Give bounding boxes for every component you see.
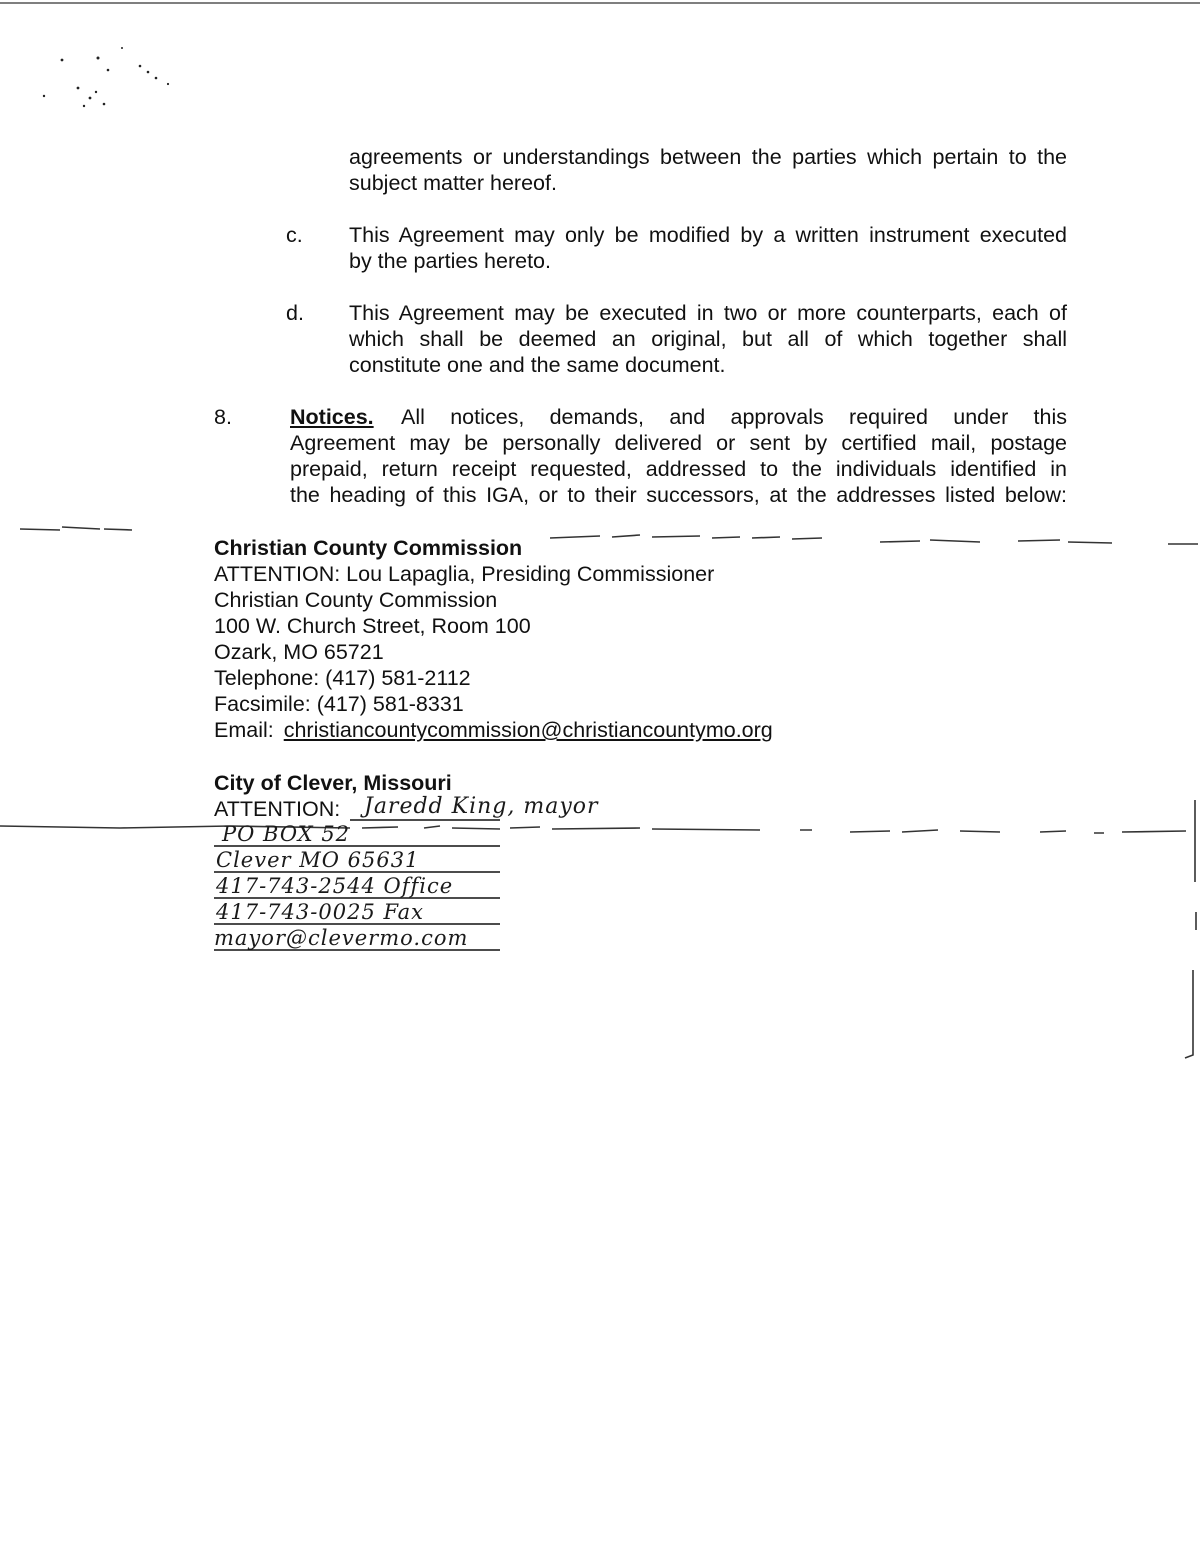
city-attention-label: ATTENTION: (214, 797, 341, 821)
clause-line: constitute one and the same document. (349, 353, 726, 377)
city-name: City of Clever, Missouri (214, 771, 452, 795)
county-facsimile: Facsimile: (417) 581-8331 (214, 692, 464, 716)
county-email-link[interactable]: christiancountycommission@christiancountymo.org (283, 718, 773, 742)
clause-line: subject matter hereof. (349, 171, 557, 195)
clause-line: prepaid, return receipt requested, addressed to the individuals identified in (290, 457, 1067, 481)
clause-line: This Agreement may only be modified by a written instrument executed (349, 223, 1067, 247)
clause-line: All notices, demands, and approvals required under this (401, 405, 1067, 429)
clause-line: which shall be deemed an original, but all of which together shall (349, 327, 1067, 351)
handwritten-attention: Jaredd King, mayor (364, 794, 599, 819)
county-city: Ozark, MO 65721 (214, 640, 384, 664)
clause-line: agreements or understandings between the parties which pertain to the (349, 145, 1067, 169)
clause-line: Agreement may be personally delivered or sent by certified mail, postage (290, 431, 1067, 455)
notices-heading: Notices. (290, 405, 374, 429)
section-number: 8. (214, 405, 232, 429)
clause-marker-c: c. (286, 223, 303, 247)
clause-line: the heading of this IGA, or to their successors, at the addresses listed below: (290, 483, 1067, 507)
email-label: Email: (214, 718, 274, 742)
clause-line: This Agreement may be executed in two or more counterparts, each of (349, 301, 1067, 325)
county-name: Christian County Commission (214, 536, 523, 560)
handwritten-po-box: PO BOX 52 (222, 822, 351, 846)
handwritten-email: mayor@clevermo.com (214, 926, 469, 950)
county-telephone: Telephone: (417) 581-2112 (214, 666, 471, 690)
handwritten-office-phone: 417-743-2544 Office (216, 874, 454, 898)
county-attention: ATTENTION: Lou Lapaglia, Presiding Commissioner (214, 562, 715, 586)
clause-line: by the parties hereto. (349, 249, 551, 273)
county-street: 100 W. Church Street, Room 100 (214, 614, 531, 638)
clause-marker-d: d. (286, 301, 304, 325)
handwritten-city-zip: Clever MO 65631 (216, 848, 420, 872)
county-org: Christian County Commission (214, 588, 498, 612)
handwritten-fax: 417-743-0025 Fax (216, 900, 424, 924)
